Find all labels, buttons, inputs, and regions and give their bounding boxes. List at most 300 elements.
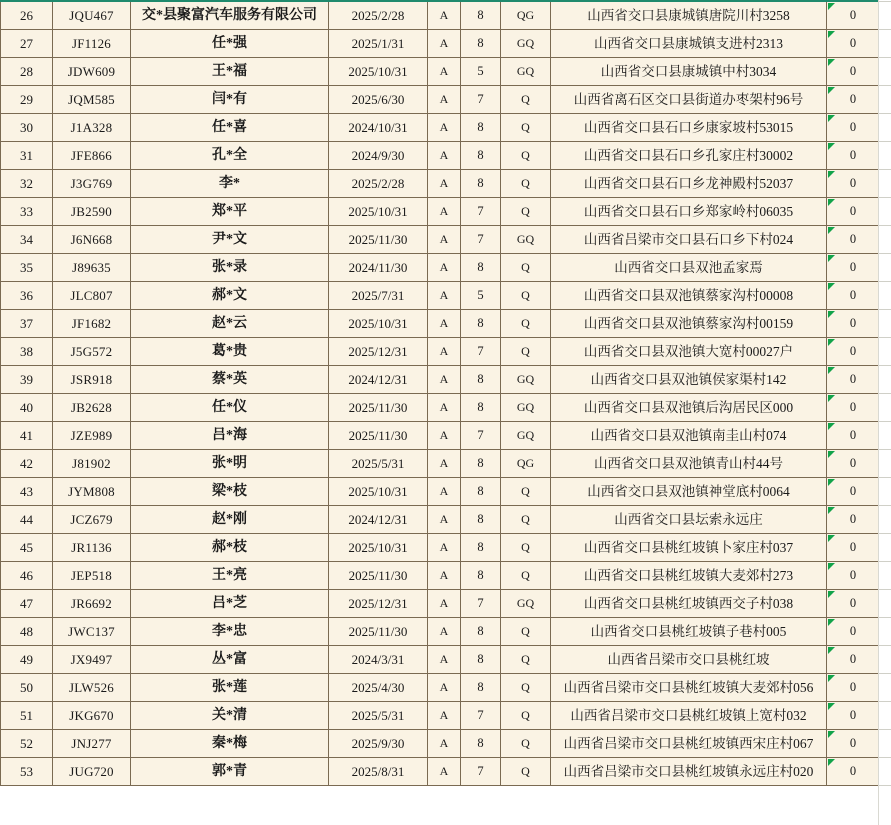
table-row[interactable] bbox=[1, 562, 880, 590]
cell-score-value[interactable]: 7 bbox=[461, 226, 501, 254]
cell-account-id[interactable]: JDW609 bbox=[53, 58, 131, 86]
cell-sequence-number[interactable]: 31 bbox=[1, 142, 53, 170]
cell-sequence-number[interactable]: 50 bbox=[1, 674, 53, 702]
cell-account-id[interactable]: JR1136 bbox=[53, 534, 131, 562]
cell-address[interactable]: 山西省交口县康城镇唐院川村3258 bbox=[551, 1, 827, 30]
cell-grade-code[interactable]: A bbox=[428, 170, 461, 198]
cell-score-value[interactable]: 8 bbox=[461, 562, 501, 590]
cell-sequence-number[interactable]: 35 bbox=[1, 254, 53, 282]
cell-expiry-date[interactable]: 2024/9/30 bbox=[329, 142, 428, 170]
cell-address[interactable]: 山西省吕梁市交口县桃红坡 bbox=[551, 646, 827, 674]
cell-expiry-date[interactable]: 2025/10/31 bbox=[329, 534, 428, 562]
cell-sequence-number[interactable]: 36 bbox=[1, 282, 53, 310]
cell-amount-value[interactable] bbox=[827, 506, 880, 534]
cell-sequence-number[interactable]: 51 bbox=[1, 702, 53, 730]
cell-account-id[interactable]: JFE866 bbox=[53, 142, 131, 170]
table-row[interactable] bbox=[1, 394, 880, 422]
cell-address[interactable]: 山西省交口县双池孟家焉 bbox=[551, 254, 827, 282]
table-row[interactable] bbox=[1, 366, 880, 394]
cell-account-id[interactable]: JLW526 bbox=[53, 674, 131, 702]
cell-account-id[interactable]: J1A328 bbox=[53, 114, 131, 142]
cell-customer-name[interactable]: 关*清 bbox=[131, 702, 329, 730]
cell-expiry-date[interactable]: 2025/8/31 bbox=[329, 758, 428, 786]
cell-grade-code[interactable]: A bbox=[428, 226, 461, 254]
table-row[interactable] bbox=[1, 730, 880, 758]
cell-amount-value[interactable] bbox=[827, 366, 880, 394]
cell-category-code[interactable]: Q bbox=[501, 730, 551, 758]
cell-grade-code[interactable]: A bbox=[428, 254, 461, 282]
cell-expiry-date[interactable]: 2025/7/31 bbox=[329, 282, 428, 310]
cell-score-value[interactable]: 7 bbox=[461, 590, 501, 618]
cell-expiry-date[interactable]: 2025/2/28 bbox=[329, 1, 428, 30]
cell-amount-value[interactable] bbox=[827, 86, 880, 114]
cell-address[interactable]: 山西省交口县双池镇后沟居民区000 bbox=[551, 394, 827, 422]
cell-category-code[interactable]: GQ bbox=[501, 226, 551, 254]
cell-score-value[interactable]: 7 bbox=[461, 702, 501, 730]
gutter-rule bbox=[879, 113, 891, 114]
cell-customer-name[interactable]: 尹*文 bbox=[131, 226, 329, 254]
cell-category-code[interactable]: Q bbox=[501, 254, 551, 282]
table-row[interactable] bbox=[1, 282, 880, 310]
cell-expiry-date[interactable]: 2025/11/30 bbox=[329, 226, 428, 254]
cell-amount-value[interactable] bbox=[827, 674, 880, 702]
cell-customer-name[interactable]: 张*录 bbox=[131, 254, 329, 282]
table-row[interactable] bbox=[1, 450, 880, 478]
cell-sequence-number[interactable]: 26 bbox=[1, 1, 53, 30]
cell-score-value[interactable]: 7 bbox=[461, 86, 501, 114]
cell-address[interactable]: 山西省交口县双池镇神堂底村0064 bbox=[551, 478, 827, 506]
cell-customer-name[interactable]: 闫*有 bbox=[131, 86, 329, 114]
cell-sequence-number[interactable]: 41 bbox=[1, 422, 53, 450]
cell-account-id[interactable]: JUG720 bbox=[53, 758, 131, 786]
cell-expiry-date[interactable]: 2025/6/30 bbox=[329, 86, 428, 114]
gutter-rule bbox=[879, 533, 891, 534]
cell-grade-code[interactable]: A bbox=[428, 142, 461, 170]
cell-account-id[interactable]: JLC807 bbox=[53, 282, 131, 310]
cell-grade-code[interactable]: A bbox=[428, 478, 461, 506]
table-row[interactable] bbox=[1, 198, 880, 226]
cell-grade-code[interactable]: A bbox=[428, 282, 461, 310]
cell-amount-value[interactable] bbox=[827, 534, 880, 562]
cell-customer-name[interactable]: 吕*芝 bbox=[131, 590, 329, 618]
cell-expiry-date[interactable]: 2025/9/30 bbox=[329, 730, 428, 758]
cell-customer-name[interactable]: 任*强 bbox=[131, 30, 329, 58]
cell-score-value[interactable]: 8 bbox=[461, 506, 501, 534]
cell-account-id[interactable]: JCZ679 bbox=[53, 506, 131, 534]
cell-amount-value[interactable] bbox=[827, 590, 880, 618]
cell-account-id[interactable]: JEP518 bbox=[53, 562, 131, 590]
table-row[interactable] bbox=[1, 422, 880, 450]
cell-sequence-number[interactable]: 30 bbox=[1, 114, 53, 142]
cell-category-code[interactable]: Q bbox=[501, 478, 551, 506]
cell-score-value[interactable]: 8 bbox=[461, 394, 501, 422]
cell-account-id[interactable]: JF1682 bbox=[53, 310, 131, 338]
cell-account-id[interactable]: JF1126 bbox=[53, 30, 131, 58]
cell-grade-code[interactable]: A bbox=[428, 730, 461, 758]
cell-customer-name[interactable]: 王*亮 bbox=[131, 562, 329, 590]
cell-customer-name[interactable]: 李* bbox=[131, 170, 329, 198]
cell-expiry-date[interactable]: 2024/12/31 bbox=[329, 506, 428, 534]
green-triangle-icon bbox=[828, 647, 835, 654]
cell-grade-code[interactable]: A bbox=[428, 506, 461, 534]
gutter-rule bbox=[879, 141, 891, 142]
cell-address[interactable]: 山西省离石区交口县街道办枣架村96号 bbox=[551, 86, 827, 114]
cell-account-id[interactable]: J81902 bbox=[53, 450, 131, 478]
cell-address[interactable]: 山西省吕梁市交口县桃红坡镇西宋庄村067 bbox=[551, 730, 827, 758]
cell-address[interactable]: 山西省交口县石口乡孔家庄村30002 bbox=[551, 142, 827, 170]
cell-amount-value[interactable] bbox=[827, 338, 880, 366]
cell-expiry-date[interactable]: 2025/4/30 bbox=[329, 674, 428, 702]
cell-category-code[interactable]: Q bbox=[501, 86, 551, 114]
cell-customer-name[interactable]: 交*县聚富汽车服务有限公司 bbox=[131, 1, 329, 30]
cell-amount-value[interactable] bbox=[827, 422, 880, 450]
cell-score-value[interactable]: 7 bbox=[461, 758, 501, 786]
cell-sequence-number[interactable]: 39 bbox=[1, 366, 53, 394]
cell-amount-text: 0 bbox=[849, 232, 857, 246]
cell-expiry-date[interactable]: 2025/11/30 bbox=[329, 394, 428, 422]
cell-sequence-number[interactable]: 38 bbox=[1, 338, 53, 366]
cell-sequence-number[interactable]: 49 bbox=[1, 646, 53, 674]
cell-score-value[interactable]: 8 bbox=[461, 142, 501, 170]
cell-sequence-number[interactable]: 29 bbox=[1, 86, 53, 114]
cell-customer-name[interactable]: 任*喜 bbox=[131, 114, 329, 142]
green-triangle-icon bbox=[828, 87, 835, 94]
cell-category-code[interactable]: Q bbox=[501, 758, 551, 786]
cell-score-value[interactable]: 8 bbox=[461, 1, 501, 30]
cell-amount-value[interactable] bbox=[827, 450, 880, 478]
cell-account-id[interactable]: JQM585 bbox=[53, 86, 131, 114]
cell-address[interactable]: 山西省交口县双池镇南圭山村074 bbox=[551, 422, 827, 450]
cell-address[interactable]: 山西省交口县桃红坡镇卜家庄村037 bbox=[551, 534, 827, 562]
cell-address[interactable]: 山西省交口县坛索永远庄 bbox=[551, 506, 827, 534]
cell-address[interactable]: 山西省交口县桃红坡镇子巷村005 bbox=[551, 618, 827, 646]
table-row[interactable] bbox=[1, 86, 880, 114]
cell-score-value[interactable]: 8 bbox=[461, 170, 501, 198]
cell-account-id[interactable]: JB2628 bbox=[53, 394, 131, 422]
cell-customer-name[interactable]: 蔡*英 bbox=[131, 366, 329, 394]
cell-address[interactable]: 山西省交口县石口乡康家坡村53015 bbox=[551, 114, 827, 142]
cell-account-id[interactable]: JYM808 bbox=[53, 478, 131, 506]
cell-category-code[interactable]: GQ bbox=[501, 30, 551, 58]
cell-customer-name[interactable]: 吕*海 bbox=[131, 422, 329, 450]
gutter-rule bbox=[879, 757, 891, 758]
cell-grade-code[interactable]: A bbox=[428, 646, 461, 674]
cell-grade-code[interactable]: A bbox=[428, 590, 461, 618]
cell-category-code[interactable]: Q bbox=[501, 618, 551, 646]
table-row[interactable] bbox=[1, 1, 880, 30]
cell-score-value[interactable]: 8 bbox=[461, 114, 501, 142]
cell-grade-code[interactable]: A bbox=[428, 534, 461, 562]
cell-amount-value[interactable] bbox=[827, 170, 880, 198]
table-row[interactable] bbox=[1, 758, 880, 786]
cell-account-id[interactable]: JKG670 bbox=[53, 702, 131, 730]
cell-account-id[interactable]: J5G572 bbox=[53, 338, 131, 366]
cell-grade-code[interactable]: A bbox=[428, 30, 461, 58]
cell-address[interactable]: 山西省交口县双池镇侯家渠村142 bbox=[551, 366, 827, 394]
cell-category-code[interactable]: Q bbox=[501, 142, 551, 170]
table-row[interactable] bbox=[1, 58, 880, 86]
table-row[interactable] bbox=[1, 142, 880, 170]
cell-category-code[interactable]: Q bbox=[501, 646, 551, 674]
cell-category-code[interactable]: Q bbox=[501, 562, 551, 590]
cell-amount-value[interactable] bbox=[827, 618, 880, 646]
cell-customer-name[interactable]: 葛*贵 bbox=[131, 338, 329, 366]
cell-sequence-number[interactable]: 48 bbox=[1, 618, 53, 646]
gutter-rule bbox=[879, 393, 891, 394]
cell-account-id[interactable]: JR6692 bbox=[53, 590, 131, 618]
cell-amount-value[interactable] bbox=[827, 30, 880, 58]
cell-grade-code[interactable]: A bbox=[428, 422, 461, 450]
cell-amount-text: 0 bbox=[849, 624, 857, 638]
cell-expiry-date[interactable]: 2024/12/31 bbox=[329, 366, 428, 394]
cell-account-id[interactable]: JX9497 bbox=[53, 646, 131, 674]
table-row[interactable] bbox=[1, 114, 880, 142]
cell-sequence-number[interactable]: 44 bbox=[1, 506, 53, 534]
cell-sequence-number[interactable]: 37 bbox=[1, 310, 53, 338]
cell-customer-name[interactable]: 郭*青 bbox=[131, 758, 329, 786]
cell-score-value[interactable]: 8 bbox=[461, 478, 501, 506]
cell-score-value[interactable]: 8 bbox=[461, 366, 501, 394]
cell-address[interactable]: 山西省交口县双池镇大宽村00027户 bbox=[551, 338, 827, 366]
cell-amount-value[interactable] bbox=[827, 226, 880, 254]
table-row[interactable] bbox=[1, 618, 880, 646]
cell-expiry-date[interactable]: 2025/10/31 bbox=[329, 478, 428, 506]
cell-customer-name[interactable]: 王*福 bbox=[131, 58, 329, 86]
cell-account-id[interactable]: J6N668 bbox=[53, 226, 131, 254]
cell-address[interactable]: 山西省交口县双池镇青山村44号 bbox=[551, 450, 827, 478]
cell-account-id[interactable]: JWC137 bbox=[53, 618, 131, 646]
cell-expiry-date[interactable]: 2025/12/31 bbox=[329, 338, 428, 366]
cell-score-value[interactable]: 8 bbox=[461, 310, 501, 338]
cell-customer-name[interactable]: 任*仪 bbox=[131, 394, 329, 422]
cell-category-code[interactable]: Q bbox=[501, 674, 551, 702]
cell-account-id[interactable]: J89635 bbox=[53, 254, 131, 282]
cell-customer-name[interactable]: 赵*刚 bbox=[131, 506, 329, 534]
table-row[interactable] bbox=[1, 590, 880, 618]
table-row[interactable] bbox=[1, 226, 880, 254]
cell-sequence-number[interactable]: 34 bbox=[1, 226, 53, 254]
table-row[interactable] bbox=[1, 310, 880, 338]
cell-category-code[interactable]: GQ bbox=[501, 394, 551, 422]
cell-sequence-number[interactable]: 33 bbox=[1, 198, 53, 226]
table-row[interactable] bbox=[1, 702, 880, 730]
cell-amount-value[interactable] bbox=[827, 310, 880, 338]
cell-expiry-date[interactable]: 2025/10/31 bbox=[329, 198, 428, 226]
cell-account-id[interactable]: JNJ277 bbox=[53, 730, 131, 758]
cell-category-code[interactable]: Q bbox=[501, 170, 551, 198]
cell-customer-name[interactable]: 郑*平 bbox=[131, 198, 329, 226]
cell-category-code[interactable]: Q bbox=[501, 534, 551, 562]
table-row[interactable] bbox=[1, 534, 880, 562]
cell-amount-value[interactable] bbox=[827, 142, 880, 170]
cell-sequence-number[interactable]: 53 bbox=[1, 758, 53, 786]
cell-amount-value[interactable] bbox=[827, 758, 880, 786]
table-row[interactable] bbox=[1, 674, 880, 702]
cell-expiry-date[interactable]: 2024/10/31 bbox=[329, 114, 428, 142]
cell-amount-text: 0 bbox=[849, 568, 857, 582]
cell-sequence-number[interactable]: 28 bbox=[1, 58, 53, 86]
cell-address[interactable]: 山西省交口县石口乡郑家岭村06035 bbox=[551, 198, 827, 226]
cell-score-value[interactable]: 5 bbox=[461, 58, 501, 86]
cell-grade-code[interactable]: A bbox=[428, 450, 461, 478]
cell-expiry-date[interactable]: 2025/11/30 bbox=[329, 618, 428, 646]
gutter-rule bbox=[879, 197, 891, 198]
cell-address[interactable]: 山西省交口县桃红坡镇大麦郊村273 bbox=[551, 562, 827, 590]
cell-address[interactable]: 山西省吕梁市交口县石口乡下村024 bbox=[551, 226, 827, 254]
cell-amount-value[interactable] bbox=[827, 478, 880, 506]
green-triangle-icon bbox=[828, 731, 835, 738]
cell-customer-name[interactable]: 李*忠 bbox=[131, 618, 329, 646]
gutter-rule bbox=[879, 449, 891, 450]
cell-address[interactable]: 山西省吕梁市交口县桃红坡镇大麦郊村056 bbox=[551, 674, 827, 702]
cell-amount-text: 0 bbox=[849, 288, 857, 302]
cell-grade-code[interactable]: A bbox=[428, 86, 461, 114]
table-row[interactable] bbox=[1, 170, 880, 198]
cell-category-code[interactable]: GQ bbox=[501, 58, 551, 86]
cell-sequence-number[interactable]: 46 bbox=[1, 562, 53, 590]
cell-amount-value[interactable] bbox=[827, 730, 880, 758]
cell-sequence-number[interactable]: 32 bbox=[1, 170, 53, 198]
cell-category-code[interactable]: GQ bbox=[501, 590, 551, 618]
cell-amount-text: 0 bbox=[849, 484, 857, 498]
cell-expiry-date[interactable]: 2025/11/30 bbox=[329, 422, 428, 450]
cell-account-id[interactable]: JB2590 bbox=[53, 198, 131, 226]
cell-grade-code[interactable]: A bbox=[428, 562, 461, 590]
cell-sequence-number[interactable]: 52 bbox=[1, 730, 53, 758]
cell-category-code[interactable]: Q bbox=[501, 114, 551, 142]
cell-amount-value[interactable] bbox=[827, 254, 880, 282]
cell-category-code[interactable]: GQ bbox=[501, 366, 551, 394]
cell-address[interactable]: 山西省交口县康城镇支进村2313 bbox=[551, 30, 827, 58]
cell-address[interactable]: 山西省交口县石口乡龙神殿村52037 bbox=[551, 170, 827, 198]
cell-grade-code[interactable]: A bbox=[428, 1, 461, 30]
cell-score-value[interactable]: 8 bbox=[461, 450, 501, 478]
cell-sequence-number[interactable]: 43 bbox=[1, 478, 53, 506]
green-triangle-icon bbox=[828, 367, 835, 374]
cell-address[interactable]: 山西省吕梁市交口县桃红坡镇永远庄村020 bbox=[551, 758, 827, 786]
cell-grade-code[interactable]: A bbox=[428, 366, 461, 394]
cell-amount-value[interactable] bbox=[827, 1, 880, 30]
cell-amount-value[interactable] bbox=[827, 394, 880, 422]
cell-score-value[interactable]: 8 bbox=[461, 618, 501, 646]
cell-expiry-date[interactable]: 2025/5/31 bbox=[329, 450, 428, 478]
cell-address[interactable]: 山西省吕梁市交口县桃红坡镇上宽村032 bbox=[551, 702, 827, 730]
cell-sequence-number[interactable]: 45 bbox=[1, 534, 53, 562]
cell-sequence-number[interactable]: 47 bbox=[1, 590, 53, 618]
cell-category-code[interactable]: QG bbox=[501, 450, 551, 478]
cell-grade-code[interactable]: A bbox=[428, 338, 461, 366]
cell-grade-code[interactable]: A bbox=[428, 758, 461, 786]
cell-expiry-date[interactable]: 2025/11/30 bbox=[329, 562, 428, 590]
cell-customer-name[interactable]: 郝*枝 bbox=[131, 534, 329, 562]
cell-score-value[interactable]: 7 bbox=[461, 338, 501, 366]
cell-category-code[interactable]: QG bbox=[501, 1, 551, 30]
cell-grade-code[interactable]: A bbox=[428, 58, 461, 86]
cell-amount-text: 0 bbox=[849, 36, 857, 50]
cell-customer-name[interactable]: 张*莲 bbox=[131, 674, 329, 702]
cell-category-code[interactable]: Q bbox=[501, 198, 551, 226]
cell-score-value[interactable]: 5 bbox=[461, 282, 501, 310]
table-row[interactable] bbox=[1, 646, 880, 674]
gutter-rule bbox=[879, 365, 891, 366]
cell-category-code[interactable]: Q bbox=[501, 506, 551, 534]
cell-sequence-number[interactable]: 40 bbox=[1, 394, 53, 422]
cell-category-code[interactable]: Q bbox=[501, 282, 551, 310]
cell-category-code[interactable]: Q bbox=[501, 310, 551, 338]
cell-expiry-date[interactable]: 2025/2/28 bbox=[329, 170, 428, 198]
cell-amount-value[interactable] bbox=[827, 562, 880, 590]
cell-amount-value[interactable] bbox=[827, 198, 880, 226]
cell-score-value[interactable]: 8 bbox=[461, 534, 501, 562]
cell-sequence-number[interactable]: 42 bbox=[1, 450, 53, 478]
cell-customer-name[interactable]: 孔*全 bbox=[131, 142, 329, 170]
cell-category-code[interactable]: Q bbox=[501, 338, 551, 366]
cell-grade-code[interactable]: A bbox=[428, 198, 461, 226]
table-row[interactable] bbox=[1, 254, 880, 282]
cell-category-code[interactable]: GQ bbox=[501, 422, 551, 450]
cell-address[interactable]: 山西省交口县康城镇中村3034 bbox=[551, 58, 827, 86]
cell-grade-code[interactable]: A bbox=[428, 114, 461, 142]
table-row[interactable] bbox=[1, 30, 880, 58]
cell-customer-name[interactable]: 郝*文 bbox=[131, 282, 329, 310]
cell-customer-name[interactable]: 赵*云 bbox=[131, 310, 329, 338]
table-row[interactable] bbox=[1, 478, 880, 506]
green-triangle-icon bbox=[828, 227, 835, 234]
cell-address[interactable]: 山西省交口县双池镇蔡家沟村00008 bbox=[551, 282, 827, 310]
cell-expiry-date[interactable]: 2025/10/31 bbox=[329, 58, 428, 86]
cell-expiry-date[interactable]: 2025/5/31 bbox=[329, 702, 428, 730]
cell-score-value[interactable]: 8 bbox=[461, 674, 501, 702]
cell-amount-value[interactable] bbox=[827, 114, 880, 142]
cell-amount-value[interactable] bbox=[827, 702, 880, 730]
cell-customer-name[interactable]: 秦*梅 bbox=[131, 730, 329, 758]
cell-sequence-number[interactable]: 27 bbox=[1, 30, 53, 58]
cell-score-value[interactable]: 8 bbox=[461, 254, 501, 282]
cell-account-id[interactable]: J3G769 bbox=[53, 170, 131, 198]
cell-expiry-date[interactable]: 2025/12/31 bbox=[329, 590, 428, 618]
cell-category-code[interactable]: Q bbox=[501, 702, 551, 730]
cell-expiry-date[interactable]: 2024/11/30 bbox=[329, 254, 428, 282]
cell-expiry-date[interactable]: 2024/3/31 bbox=[329, 646, 428, 674]
cell-score-value[interactable]: 8 bbox=[461, 646, 501, 674]
cell-grade-code[interactable]: A bbox=[428, 618, 461, 646]
cell-score-value[interactable]: 8 bbox=[461, 730, 501, 758]
cell-grade-code[interactable]: A bbox=[428, 394, 461, 422]
cell-amount-value[interactable] bbox=[827, 282, 880, 310]
cell-address[interactable]: 山西省交口县双池镇蔡家沟村00159 bbox=[551, 310, 827, 338]
cell-grade-code[interactable]: A bbox=[428, 702, 461, 730]
table-row[interactable] bbox=[1, 506, 880, 534]
cell-account-id[interactable]: JQU467 bbox=[53, 1, 131, 30]
cell-customer-name[interactable]: 梁*枝 bbox=[131, 478, 329, 506]
cell-grade-code[interactable]: A bbox=[428, 310, 461, 338]
cell-customer-name[interactable]: 丛*富 bbox=[131, 646, 329, 674]
cell-score-value[interactable]: 7 bbox=[461, 198, 501, 226]
cell-account-id[interactable]: JZE989 bbox=[53, 422, 131, 450]
cell-score-value[interactable]: 7 bbox=[461, 422, 501, 450]
cell-score-value[interactable]: 8 bbox=[461, 30, 501, 58]
cell-grade-code[interactable]: A bbox=[428, 674, 461, 702]
cell-address[interactable]: 山西省交口县桃红坡镇西交子村038 bbox=[551, 590, 827, 618]
cell-amount-text: 0 bbox=[849, 204, 857, 218]
table-row[interactable] bbox=[1, 338, 880, 366]
cell-account-id[interactable]: JSR918 bbox=[53, 366, 131, 394]
cell-amount-value[interactable] bbox=[827, 58, 880, 86]
cell-expiry-date[interactable]: 2025/10/31 bbox=[329, 310, 428, 338]
cell-customer-name[interactable]: 张*明 bbox=[131, 450, 329, 478]
cell-expiry-date[interactable]: 2025/1/31 bbox=[329, 30, 428, 58]
cell-amount-value[interactable] bbox=[827, 646, 880, 674]
